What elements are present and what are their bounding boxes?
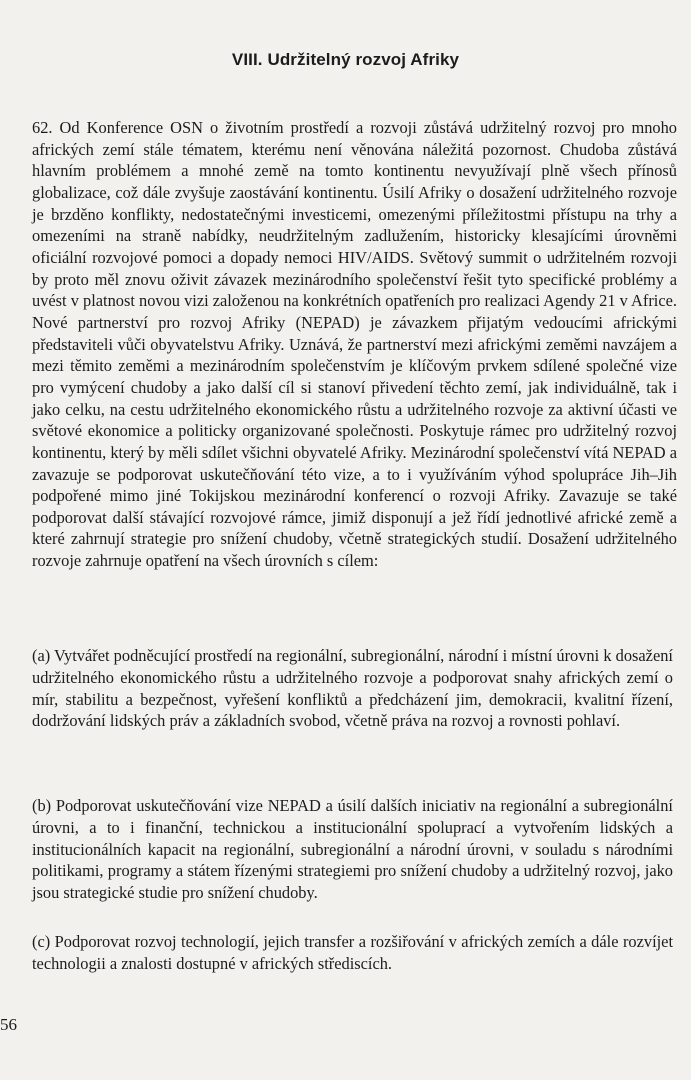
section-heading: VIII. Udržitelný rozvoj Afriky (231, 50, 460, 69)
page-number: 56 (0, 1015, 17, 1034)
list-item-c: (c) Podporovat rozvoj technologií, jejich transfer a rozšiřování v afrických zemích a dále rozvíjet technologii a znalosti dostupné v afrických střediscích. (32, 932, 673, 973)
paragraph-62: 62. Od Konference OSN o životním prostředí a rozvoji zůstává udržitelný rozvoj pro mnoho afrických zemí stále tématem, kterému není věnována náležitá pozornost. Chudoba zůstává hlavním problémem a mnohé země na tomto kontinentu nevyužívají plně všech přínosů globalizace, což dále zvyšuje zaostávání kontinentu. Úsilí Afriky o dosažení udržitelného rozvoje je brzděno konflikty, nedostatečnými investicemi, omezenými příležitostmi přístupu na trhy a omezeními na straně nabídky, neudržitelným zadlužením, historicky klesajícími úrovněmi oficiální rozvojové pomoci a dopady nemoci HIV/AIDS. Světový summit o udržitelném rozvoji by proto měl znovu oživit závazek mezinárodního společenství řešit tyto specifické problémy a uvést v platnost novou vizi založenou na konkrétních opatřeních pro realizaci Agendy 21 v Africe. Nové partnerství pro rozvoj Afriky (NEPAD) je závazkem přijatým vedoucími africkými představiteli vůči obyvatelstvu Afriky. Uznává, že partnerství mezi africkými zeměmi navzájem a mezi těmito zeměmi a mezinárodním společenstvím je klíčovým prvkem sdílené společné vize pro vymýcení chudoby a jako další cíl si stanoví přivedení těchto zemí, jak individuálně, tak i jako celku, na cestu udržitelného ekonomického růstu a udržitelného rozvoje za aktivní účasti ve světové ekonomice a politicky organizované společnosti. Poskytuje rámec pro udržitelný rozvoj kontinentu, který by měli sdílet všichni obyvatelé Afriky. Mezinárodní společenství vítá NEPAD a zavazuje se podporovat uskutečňování této vize, a to i využíváním výhod spolupráce Jih–Jih podpořené mimo jiné Tokijskou mezinárodní konferencí o rozvoji Afriky. Zavazuje se také podporovat další stávající rozvojové rámce, jimiž disponují a jež řídí jednotlivé africké země a které zahrnují strategie pro snížení chudoby, včetně strategických studií. Dosažení udržitelného rozvoje zahrnuje opatření na všech úrovních s cílem: (32, 118, 677, 571)
list-item-a: (a) Vytvářet podněcující prostředí na regionální, subregionální, národní i místní úrovni k dosažení udržitelného ekonomického růstu a udržitelného rozvoje a podporovat snahy afrických zemí o mír, stabilitu a bezpečnost, vyřešení konfliktů a předcházení jim, demokracii, kvalitní řízení, dodržování lidských práv a základních svobod, včetně práva na rozvoj a rovnosti pohlaví. (32, 646, 673, 731)
list-item-b: (b) Podporovat uskutečňování vize NEPAD a úsilí dalších iniciativ na regionální a subregionální úrovni, a to i finanční, technickou a institucionální spoluprací a vytvořením lidských a institucionálních kapacit na regionální, subregionální a národní úrovni, v souladu s národními politikami, programy a státem řízenými strategiemi pro snížení chudoby a udržitelný rozvoj, jako jsou strategické studie pro snížení chudoby. (32, 796, 673, 903)
